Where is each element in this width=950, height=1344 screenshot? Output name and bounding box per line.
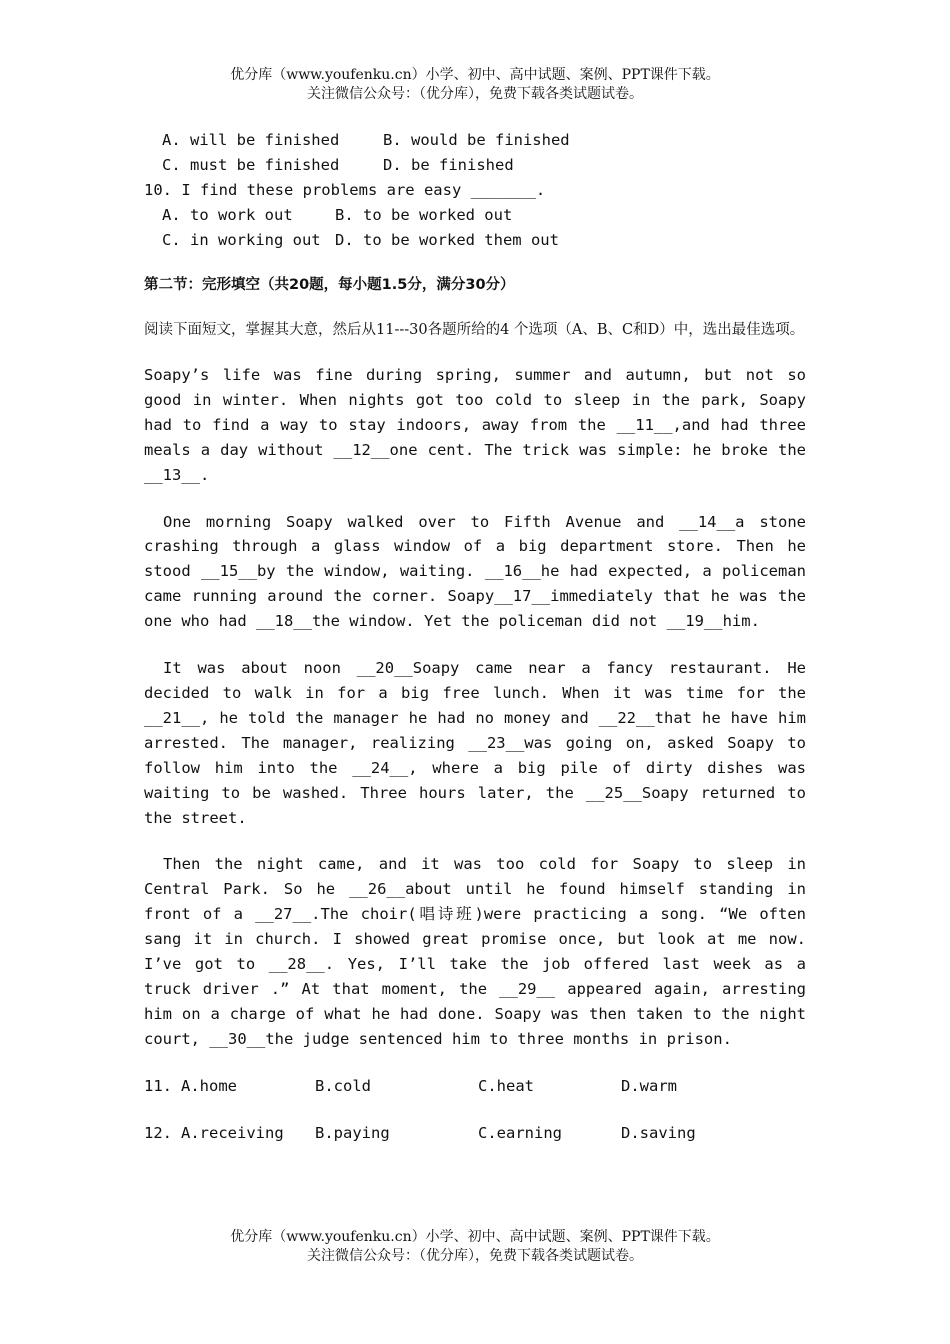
question-option-a: A.receiving xyxy=(181,1123,284,1142)
q10-option-b: B. to be worked out xyxy=(335,206,513,224)
footer-line-2: 关注微信公众号：（优分库），免费下载各类试题试卷。 xyxy=(307,1248,643,1264)
header-line-1: 优分库（www.youfenku.cn）小学、初中、高中试题、案例、PPT课件下载。 xyxy=(230,67,720,83)
cloze-passage xyxy=(144,363,806,1052)
q10-option-d: D. to be worked them out xyxy=(335,231,559,249)
document-body xyxy=(144,128,806,1168)
passage-paragraph-1: Soapy’s life was fine during spring, summer and autumn, but not so good in winter. When nights got too cold to sleep in the park, Soapy had to find a way to stay indoors, away from the __11__,and had three meals a day without __12__one cent. The trick was simple: he broke the __13__. xyxy=(144,366,806,484)
question-option-c: C.earning xyxy=(478,1123,562,1142)
passage-paragraph-3: It was about noon __20__Soapy came near a fancy restaurant. He decided to walk in for a big free lunch. When it was time for the __21__, he told the manager he had no money and __22__that he have him arrested. The manager, realizing __23__was going on, asked Soapy to follow him into the __24__, where a big pile of dirty dishes was waiting to be washed. Three hours later, the __25__Soapy returned to the street. xyxy=(144,659,806,827)
footer-line-1: 优分库（www.youfenku.cn）小学、初中、高中试题、案例、PPT课件下载。 xyxy=(230,1229,720,1245)
q10-options-row-1 xyxy=(144,203,806,228)
question-option-c: C.heat xyxy=(478,1076,534,1095)
question-number: 11. xyxy=(144,1076,172,1095)
question-option-b: B.cold xyxy=(315,1076,371,1095)
q9-option-a: A. will be finished xyxy=(162,131,340,149)
section-instruction: 阅读下面短文，掌握其大意，然后从11---30各题所给的4 个选项（A、B、C和D）中，选出最佳选项。 xyxy=(144,322,805,338)
q9-option-d: D. be finished xyxy=(383,156,514,174)
q10-options-row-2 xyxy=(144,228,806,253)
q9-option-c: C. must be finished xyxy=(162,156,340,174)
question-number: 12. xyxy=(144,1123,172,1142)
question-option-d: D.saving xyxy=(621,1123,696,1142)
passage-paragraph-2: One morning Soapy walked over to Fifth Avenue and __14__a stone crashing through a glass window of a big department store. Then he stood __15__by the window, waiting. __16__he had expected, a policeman came running around the corner. Soapy__17__immediately that he was the one who had __18__the window. Yet the policeman did not __19__him. xyxy=(144,512,806,631)
header-line-2: 关注微信公众号：（优分库），免费下载各类试题试卷。 xyxy=(307,86,643,102)
q10-stem: 10. I find these problems are easy _______. xyxy=(144,181,546,199)
q10-option-a: A. to work out xyxy=(162,206,293,224)
passage-paragraph-4: Then the night came, and it was too cold for Soapy to sleep in Central Park. So he __26__about until he found himself standing in front of a __27__.The choir(唱诗班)were practicing a song. “We often sang it in church. I showed great promise once, but look at me now. I’ve got to __28__. Yes, I’ll take the job offered last week as a truck driver .” At that moment, the __29__ appeared again, arresting him on a charge of what he had done. Soapy was then taken to the night court, __30__the judge sentenced him to three months in prison. xyxy=(144,855,806,1048)
question-option-d: D.warm xyxy=(621,1076,677,1095)
question-option-a: A.home xyxy=(181,1076,237,1095)
section-heading: 第二节：完形填空（共20题，每小题1.5分，满分30分） xyxy=(144,277,515,293)
page-footer xyxy=(0,1228,950,1266)
q9-option-b: B. would be finished xyxy=(383,131,570,149)
q9-options-row-2 xyxy=(144,153,806,178)
page-header xyxy=(0,66,950,104)
q10-option-c: C. in working out xyxy=(162,231,321,249)
question-row xyxy=(144,1121,806,1146)
q9-options-row-1 xyxy=(144,128,806,153)
question-option-b: B.paying xyxy=(315,1123,390,1142)
question-row xyxy=(144,1074,806,1099)
